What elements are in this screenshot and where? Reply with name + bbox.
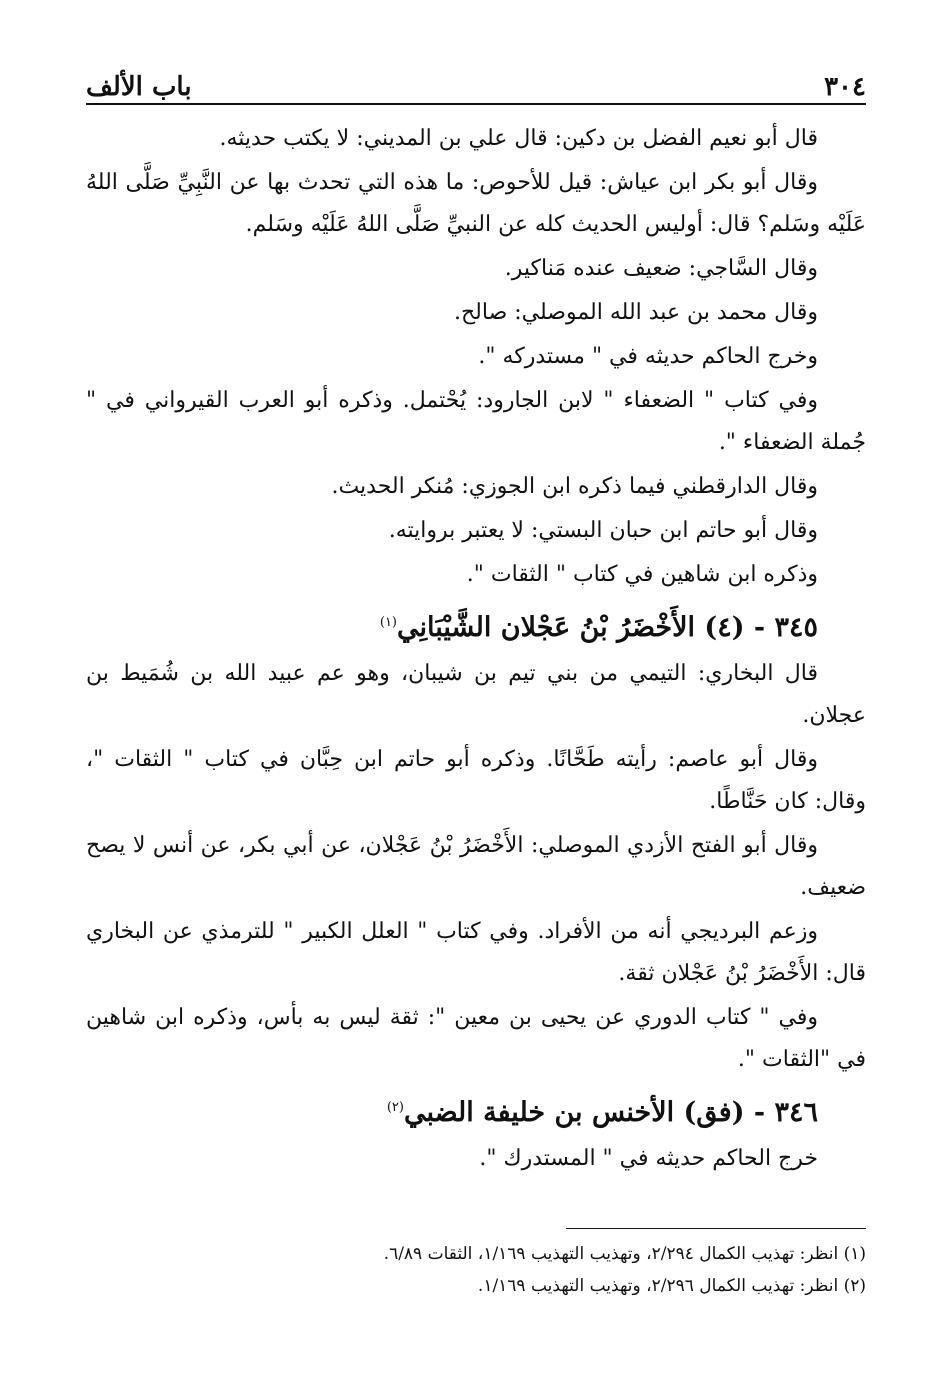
entry-title-346 bbox=[86, 1085, 866, 1136]
page-body bbox=[86, 118, 866, 1180]
paragraph: وخرج الحاكم حديثه في " مستدركه ". bbox=[478, 344, 818, 369]
paragraph: وقال أبو الفتح الأزدي الموصلي: الأَخْضَرُ بْنُ عَجْلان، عن أبي بكر، عن أنس لا يصح ضعيف. bbox=[86, 833, 866, 900]
paragraph: وقال أبو عاصم: رأيته طَحَّانًا. وذكره أبو حاتم ابن حِبَّان في كتاب " الثقات "، وقال: كان حَنَّاطًا. bbox=[86, 747, 866, 814]
paragraph: قال البخاري: التيمي من بني تيم بن شيبان، وهو عم عبيد الله بن شُمَيط بن عجلان. bbox=[86, 661, 866, 728]
entry-title-text: ٣٤٥ - (٤) الأَخْضَرُ بْنُ عَجْلان الشَّيْبَانِي bbox=[397, 612, 818, 643]
paragraph: وقال أبو حاتم ابن حبان البستي: لا يعتبر بروايته. bbox=[388, 518, 818, 543]
page-number: ٣٠٤ bbox=[824, 72, 866, 102]
page-header bbox=[86, 62, 866, 102]
paragraph: وفي كتاب " الضعفاء " لابن الجارود: يُحْتمل. وذكره أبو العرب القيرواني في " جُملة الضعفاء ". bbox=[86, 388, 866, 455]
footnote-separator bbox=[566, 1228, 866, 1229]
entry-title-text: ٣٤٦ - (فق) الأخنس بن خليفة الضبي bbox=[403, 1097, 818, 1128]
footnotes bbox=[86, 1238, 866, 1302]
paragraph: وقال الدارقطني فيما ذكره ابن الجوزي: مُنكر الحديث. bbox=[331, 474, 818, 499]
paragraph: وذكره ابن شاهين في كتاب " الثقات ". bbox=[466, 562, 818, 587]
paragraph: وقال السَّاجي: ضعيف عنده مَناكير. bbox=[504, 256, 818, 281]
header-rule bbox=[86, 103, 866, 105]
footnote-reference: (١) bbox=[379, 615, 397, 630]
paragraph: خرج الحاكم حديثه في " المستدرك ". bbox=[479, 1146, 818, 1171]
footnote: (٢) انظر: تهذيب الكمال ٢/٢٩٦، وتهذيب التهذيب ١/١٦٩. bbox=[477, 1276, 866, 1296]
footnote-reference: (٢) bbox=[386, 1100, 404, 1115]
paragraph: وزعم البرديجي أنه من الأفراد. وفي كتاب " العلل الكبير " للترمذي عن البخاري قال: الأَخْضَرُ بْنُ عَجْلان ثقة. bbox=[86, 919, 866, 986]
paragraph: قال أبو نعيم الفضل بن دكين: قال علي بن المديني: لا يكتب حديثه. bbox=[219, 126, 818, 151]
footnote: (١) انظر: تهذيب الكمال ٢/٢٩٤، وتهذيب التهذيب ١/١٦٩، الثقات ٦/٨٩. bbox=[383, 1244, 866, 1264]
paragraph: وفي " كتاب الدوري عن يحيى بن معين ": ثقة ليس به بأس، وذكره ابن شاهين في "الثقات ". bbox=[86, 1005, 866, 1072]
paragraph: وقال أبو بكر ابن عياش: قيل للأحوص: ما هذه التي تحدث بها عن النَّبِيِّ صَلَّى اللهُ عَلَيْه وسَلم؟ قال: أوليس الحديث كله عن النبيِّ صَلَّى اللهُ عَلَيْه وسَلم. bbox=[86, 170, 866, 237]
entry-title-345 bbox=[86, 600, 866, 651]
chapter-title: باب الألف bbox=[86, 72, 192, 102]
paragraph: وقال محمد بن عبد الله الموصلي: صالح. bbox=[453, 300, 818, 325]
